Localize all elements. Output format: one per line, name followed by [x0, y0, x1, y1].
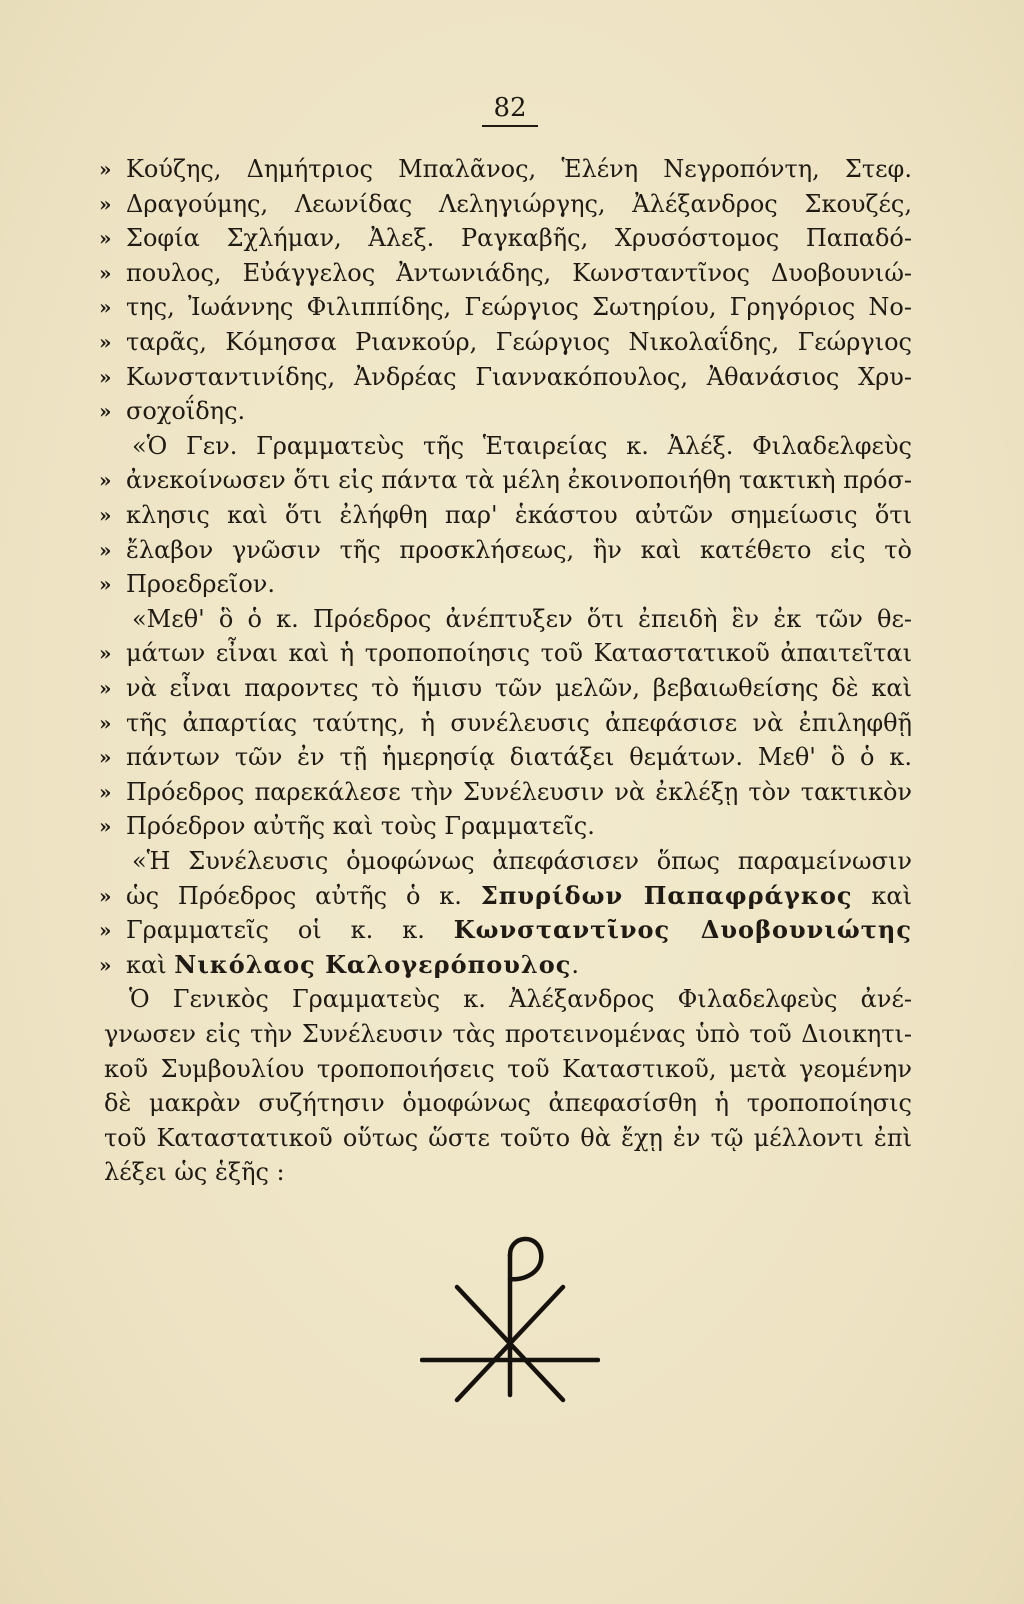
- quote-mark: »: [99, 537, 112, 562]
- line-text: ἀνεκοίνωσεν ὅτι εἰς πάντα τὰ μέλη ἐκοινοποιήθη τακτικὴ πρόσ-: [126, 466, 912, 495]
- text-run: καὶ: [852, 881, 913, 910]
- quote-mark: »: [99, 260, 112, 285]
- text-line: [0, 1016, 1024, 1052]
- text-line: [0, 947, 1024, 983]
- text-run: Γραμματεῖς οἱ κ. κ.: [126, 916, 454, 945]
- quote-mark: »: [99, 295, 112, 320]
- text-line: [0, 601, 1024, 637]
- text-line: [0, 1154, 1024, 1190]
- text-line: [0, 705, 1024, 741]
- text-line: [0, 428, 1024, 464]
- line-text: [126, 947, 912, 983]
- line-text: τοῦ Καταστατικοῦ οὕτως ὥστε τοῦτο θὰ ἔχῃ ἐν τῷ μέλλοντι ἐπὶ: [104, 1123, 912, 1152]
- text-line: [0, 151, 1024, 187]
- text-line: [0, 1085, 1024, 1121]
- chi-rho-icon: [420, 1225, 600, 1410]
- quote-mark: »: [99, 641, 112, 666]
- bold-name: Σπυρίδων Παπαφράγκος: [480, 880, 853, 910]
- quote-mark: »: [99, 503, 112, 527]
- line-text: Σοφία Σχλήμαν, Ἀλεξ. Ραγκαβῆς, Χρυσόστομος Παπαδό-: [126, 224, 912, 253]
- quote-mark: »: [99, 710, 112, 735]
- line-text: σοχοΐδης.: [126, 397, 246, 426]
- text-line: [0, 566, 1024, 602]
- text-line: [0, 220, 1024, 256]
- text-line: [0, 462, 1024, 498]
- line-text: Κούζης, Δημήτριος Μπαλᾶνος, Ἑλένη Νεγροπόντη, Στεφ.: [126, 155, 912, 183]
- quote-mark: »: [99, 399, 112, 424]
- text-line: [0, 878, 1024, 914]
- line-text: τῆς ἀπαρτίας ταύτης, ἡ συνέλευσις ἀπεφάσισε νὰ ἐπιληφθῇ: [126, 708, 912, 737]
- line-text: [126, 878, 912, 914]
- text-run: .: [571, 950, 579, 979]
- quote-mark: »: [99, 676, 112, 700]
- line-text: Δραγούμης, Λεωνίδας Λεληγιώργης, Ἀλέξανδρος Σκουζές,: [126, 189, 912, 218]
- quote-mark: »: [99, 468, 112, 493]
- line-text: πουλος, Εὐάγγελος Ἀντωνιάδης, Κωνσταντῖνος Δυοβουνιώ-: [126, 258, 912, 287]
- quote-mark: »: [99, 918, 112, 943]
- quote-mark: »: [99, 745, 112, 770]
- line-text: κλησις καὶ ὅτι ἐλήφθη παρ' ἑκάστου αὐτῶν σημείωσις ὅτι: [126, 501, 912, 529]
- line-text: «Ἡ Συνέλευσις ὁμοφώνως ἀπεφάσισεν ὅπως παραμείνωσιν: [132, 847, 912, 875]
- quote-mark: »: [99, 191, 112, 216]
- text-line: [0, 255, 1024, 291]
- text-line: [0, 843, 1024, 879]
- quote-mark: »: [99, 330, 112, 354]
- bold-name: Κωνσταντῖνος Δυοβουνιώτης: [453, 915, 912, 945]
- line-text: Ὁ Γενικὸς Γραμματεὺς κ. Ἀλέξανδρος Φιλαδελφεὺς ἀνέ-: [129, 985, 912, 1014]
- quote-mark: »: [99, 883, 112, 908]
- line-text: δὲ μακρὰν συζήτησιν ὁμοφώνως ἀπεφασίσθη ἡ τροποποίησις: [104, 1089, 912, 1118]
- line-text: νὰ εἶναι παροντες τὸ ἥμισυ τῶν μελῶν, βεβαιωθείσης δὲ καὶ: [126, 674, 912, 702]
- line-text: λέξει ὡς ἑξῆς :: [104, 1158, 285, 1187]
- text-line: [0, 497, 1024, 533]
- line-text: ἔλαβον γνῶσιν τῆς προσκλήσεως, ἣν καὶ κατέθετο εἰς τὸ: [126, 535, 912, 564]
- page-number: 82: [482, 93, 538, 127]
- quote-mark: »: [99, 572, 112, 597]
- quote-mark: »: [99, 157, 112, 181]
- quote-mark: »: [99, 226, 112, 251]
- text-line: [0, 739, 1024, 775]
- quote-mark: »: [99, 952, 112, 977]
- text-line: [0, 289, 1024, 325]
- text-line: [0, 912, 1024, 948]
- quote-mark: »: [99, 364, 112, 389]
- line-text: γνωσεν εἰς τὴν Συνέλευσιν τὰς προτεινομένας ὑπὸ τοῦ Διοικητι-: [104, 1020, 912, 1048]
- bold-name: Νικόλαος Καλογερόπουλος: [174, 949, 572, 979]
- line-text: Προεδρεῖον.: [126, 570, 275, 599]
- text-line: [0, 670, 1024, 706]
- line-text: μάτων εἶναι καὶ ἡ τροποποίησις τοῦ Καταστατικοῦ ἀπαιτεῖται: [126, 639, 912, 668]
- text-line: [0, 635, 1024, 671]
- text-line: [0, 324, 1024, 360]
- text-line: [0, 774, 1024, 810]
- text-line: [0, 981, 1024, 1017]
- text-run: καὶ: [126, 950, 175, 979]
- text-line: [0, 808, 1024, 844]
- line-text: της, Ἰωάννης Φιλιππίδης, Γεώργιος Σωτηρίου, Γρηγόριος Νο-: [126, 293, 912, 322]
- line-text: «Μεθ' ὃ ὁ κ. Πρόεδρος ἀνέπτυξεν ὅτι ἐπειδὴ ἓν ἐκ τῶν θε-: [132, 604, 912, 633]
- line-text: «Ὁ Γεν. Γραμματεὺς τῆς Ἑταιρείας κ. Ἀλέξ. Φιλαδελφεὺς: [132, 431, 912, 460]
- text-line: [0, 359, 1024, 395]
- text-line: [0, 532, 1024, 568]
- line-text: ταρᾶς, Κόμησσα Ριανκούρ, Γεώργιος Νικολαΐδης, Γεώργιος: [126, 328, 912, 356]
- line-text: πάντων τῶν ἐν τῇ ἡμερησίᾳ διατάξει θεμάτων. Μεθ' ὃ ὁ κ.: [126, 743, 912, 772]
- line-text: Πρόεδρον αὐτῆς καὶ τοὺς Γραμματεῖς.: [126, 812, 595, 841]
- text-run: ὡς Πρόεδρος αὐτῆς ὁ κ.: [126, 881, 481, 910]
- text-line: [0, 186, 1024, 222]
- line-text: [126, 912, 912, 948]
- quote-mark: »: [99, 814, 112, 839]
- line-text: Πρόεδρος παρεκάλεσε τὴν Συνέλευσιν νὰ ἐκλέξῃ τὸν τακτικὸν: [126, 777, 912, 806]
- quote-mark: »: [99, 779, 112, 804]
- text-line: [0, 1120, 1024, 1156]
- text-line: [0, 1051, 1024, 1087]
- text-line: [0, 393, 1024, 429]
- line-text: κοῦ Συμβουλίου τροποποιήσεις τοῦ Καταστικοῦ, μετὰ γεομένην: [104, 1054, 912, 1083]
- line-text: Κωνσταντινίδης, Ἀνδρέας Γιαννακόπουλος, Ἀθανάσιος Χρυ-: [126, 362, 912, 391]
